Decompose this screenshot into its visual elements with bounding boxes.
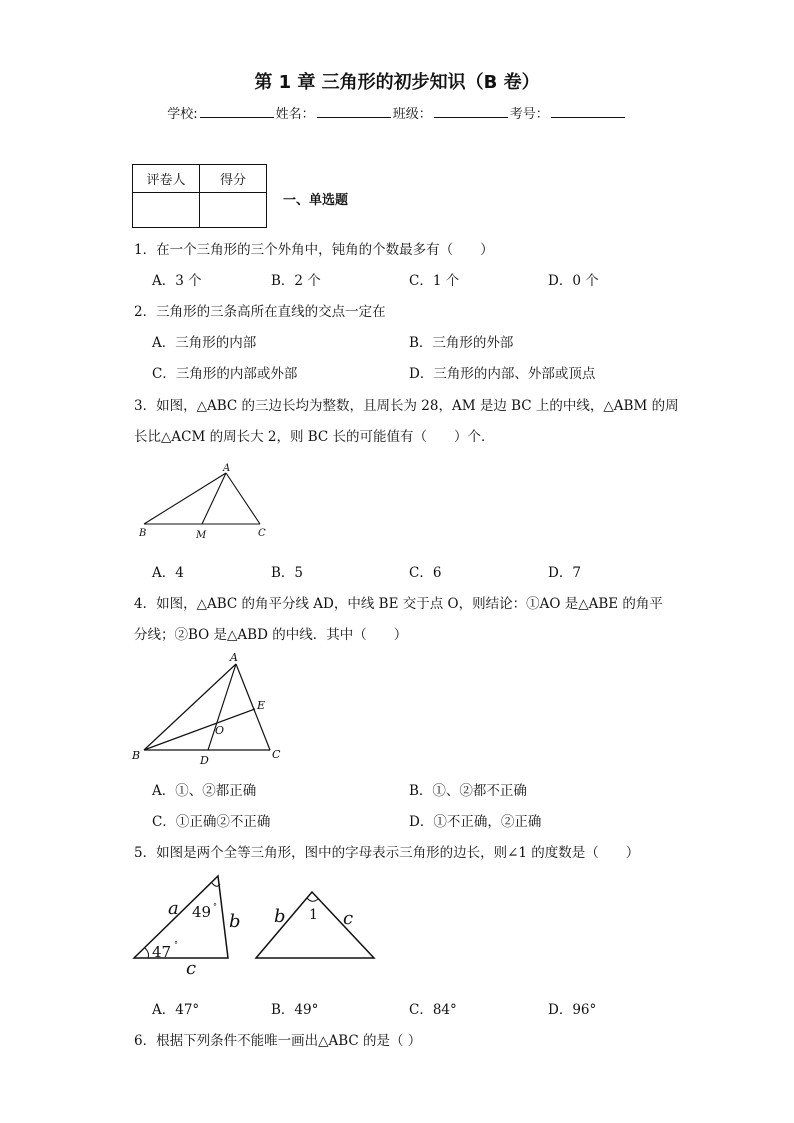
q3-option-c[interactable]: C．6 <box>409 565 442 581</box>
question-4-stem-line2: 分线；②BO 是△ABD 的中线．其中（ ） <box>134 627 408 643</box>
q4-option-c[interactable]: C．①正确②不正确 <box>152 814 271 830</box>
name-label: 姓名： <box>275 107 315 122</box>
q4-option-d[interactable]: D．①不正确，②正确 <box>409 814 542 830</box>
q1-option-a[interactable]: A．3 个 <box>152 273 202 289</box>
question-6-stem: 6．根据下列条件不能唯一画出△ABC 的是（ ） <box>134 1033 422 1049</box>
q5-arc-1 <box>307 898 318 901</box>
q4-option-a[interactable]: A．①、②都正确 <box>152 783 257 799</box>
question-5-stem: 5．如图是两个全等三角形，图中的字母表示三角形的边长，则∠1 的度数是（ ） <box>134 845 640 861</box>
q5-option-c[interactable]: C．84° <box>409 1002 457 1018</box>
q5-triangle-left <box>134 876 228 958</box>
grader-header: 评卷人 <box>133 165 200 193</box>
q5-label-c: c <box>186 958 197 979</box>
q4-label-d: D <box>200 754 209 767</box>
q5-angle-47: 47 <box>152 943 172 961</box>
q4-label-a: A <box>230 651 238 664</box>
q4-label-c: C <box>272 748 281 761</box>
q3-option-b[interactable]: B．5 <box>271 565 304 581</box>
q3-label-a: A <box>223 463 231 474</box>
q5-angle-1: 1 <box>309 907 318 923</box>
q5-angle-49: 49 <box>192 903 212 921</box>
school-label: 学校: <box>167 107 198 122</box>
page-title: 第 1 章 三角形的初步知识（B 卷） <box>254 72 540 93</box>
q5-label-a: a <box>168 898 179 919</box>
q5-arc-47 <box>145 948 149 958</box>
question-3-stem-line2: 长比△ACM 的周长大 2，则 BC 长的可能值有（ ）个． <box>134 429 495 445</box>
class-label: 班级： <box>392 107 432 122</box>
number-blank[interactable] <box>551 105 625 118</box>
question-2-stem: 2．三角形的三条高所在直线的交点一定在 <box>134 304 386 320</box>
question-4-stem-line1: 4．如图，△ABC 的角平分线 AD，中线 BE 交于点 O，则结论：①AO 是△ABE 的角平 <box>134 596 663 612</box>
name-blank[interactable] <box>317 105 391 118</box>
q5-label-c2: c <box>343 908 354 929</box>
score-header: 得分 <box>200 165 267 193</box>
q3-option-d[interactable]: D．7 <box>548 565 581 581</box>
question-3-stem-line1: 3．如图，△ABC 的三边长均为整数，且周长为 28，AM 是边 BC 上的中线，△ABM 的周 <box>134 398 679 414</box>
q4-triangle-figure <box>130 648 290 770</box>
q5-option-b[interactable]: B．49° <box>271 1002 319 1018</box>
q5-degree-49: ° <box>213 902 217 911</box>
number-label: 考号： <box>509 107 549 122</box>
q2-option-d[interactable]: D．三角形的内部、外部或顶点 <box>409 366 596 382</box>
class-blank[interactable] <box>434 105 508 118</box>
q3-triangle-figure <box>134 458 284 544</box>
q5-degree-47: ° <box>174 940 178 949</box>
score-table <box>132 164 267 228</box>
q5-option-d[interactable]: D．96° <box>548 1002 597 1018</box>
question-1-stem: 1．在一个三角形的三个外角中，钝角的个数最多有（ ） <box>134 242 494 258</box>
q1-option-c[interactable]: C．1 个 <box>409 273 460 289</box>
q5-congruent-triangles-figure <box>128 866 383 982</box>
section-title: 一、单选题 <box>283 193 349 208</box>
q2-option-c[interactable]: C．三角形的内部或外部 <box>152 366 298 382</box>
q5-option-a[interactable]: A．47° <box>152 1002 200 1018</box>
q1-option-d[interactable]: D．0 个 <box>548 273 599 289</box>
school-blank[interactable] <box>200 105 274 118</box>
grader-cell[interactable] <box>133 193 200 228</box>
q4-label-o: O <box>215 724 225 737</box>
q1-option-b[interactable]: B．2 个 <box>271 273 321 289</box>
q3-option-a[interactable]: A．4 <box>152 565 184 581</box>
q2-option-b[interactable]: B．三角形的外部 <box>409 335 514 351</box>
q3-label-c: C <box>258 528 266 539</box>
q3-label-m: M <box>196 530 207 541</box>
q2-option-a[interactable]: A．三角形的内部 <box>152 335 257 351</box>
score-cell[interactable] <box>200 193 267 228</box>
q4-median-be <box>144 709 255 750</box>
q4-label-e: E <box>257 699 266 712</box>
student-info-line <box>0 103 794 122</box>
q4-option-b[interactable]: B．①、②都不正确 <box>409 783 527 799</box>
q3-label-b: B <box>139 528 147 539</box>
q5-label-b2: b <box>274 906 286 927</box>
q5-label-b: b <box>229 911 241 932</box>
q3-side-ac <box>226 473 260 524</box>
q4-label-b: B <box>132 749 141 762</box>
